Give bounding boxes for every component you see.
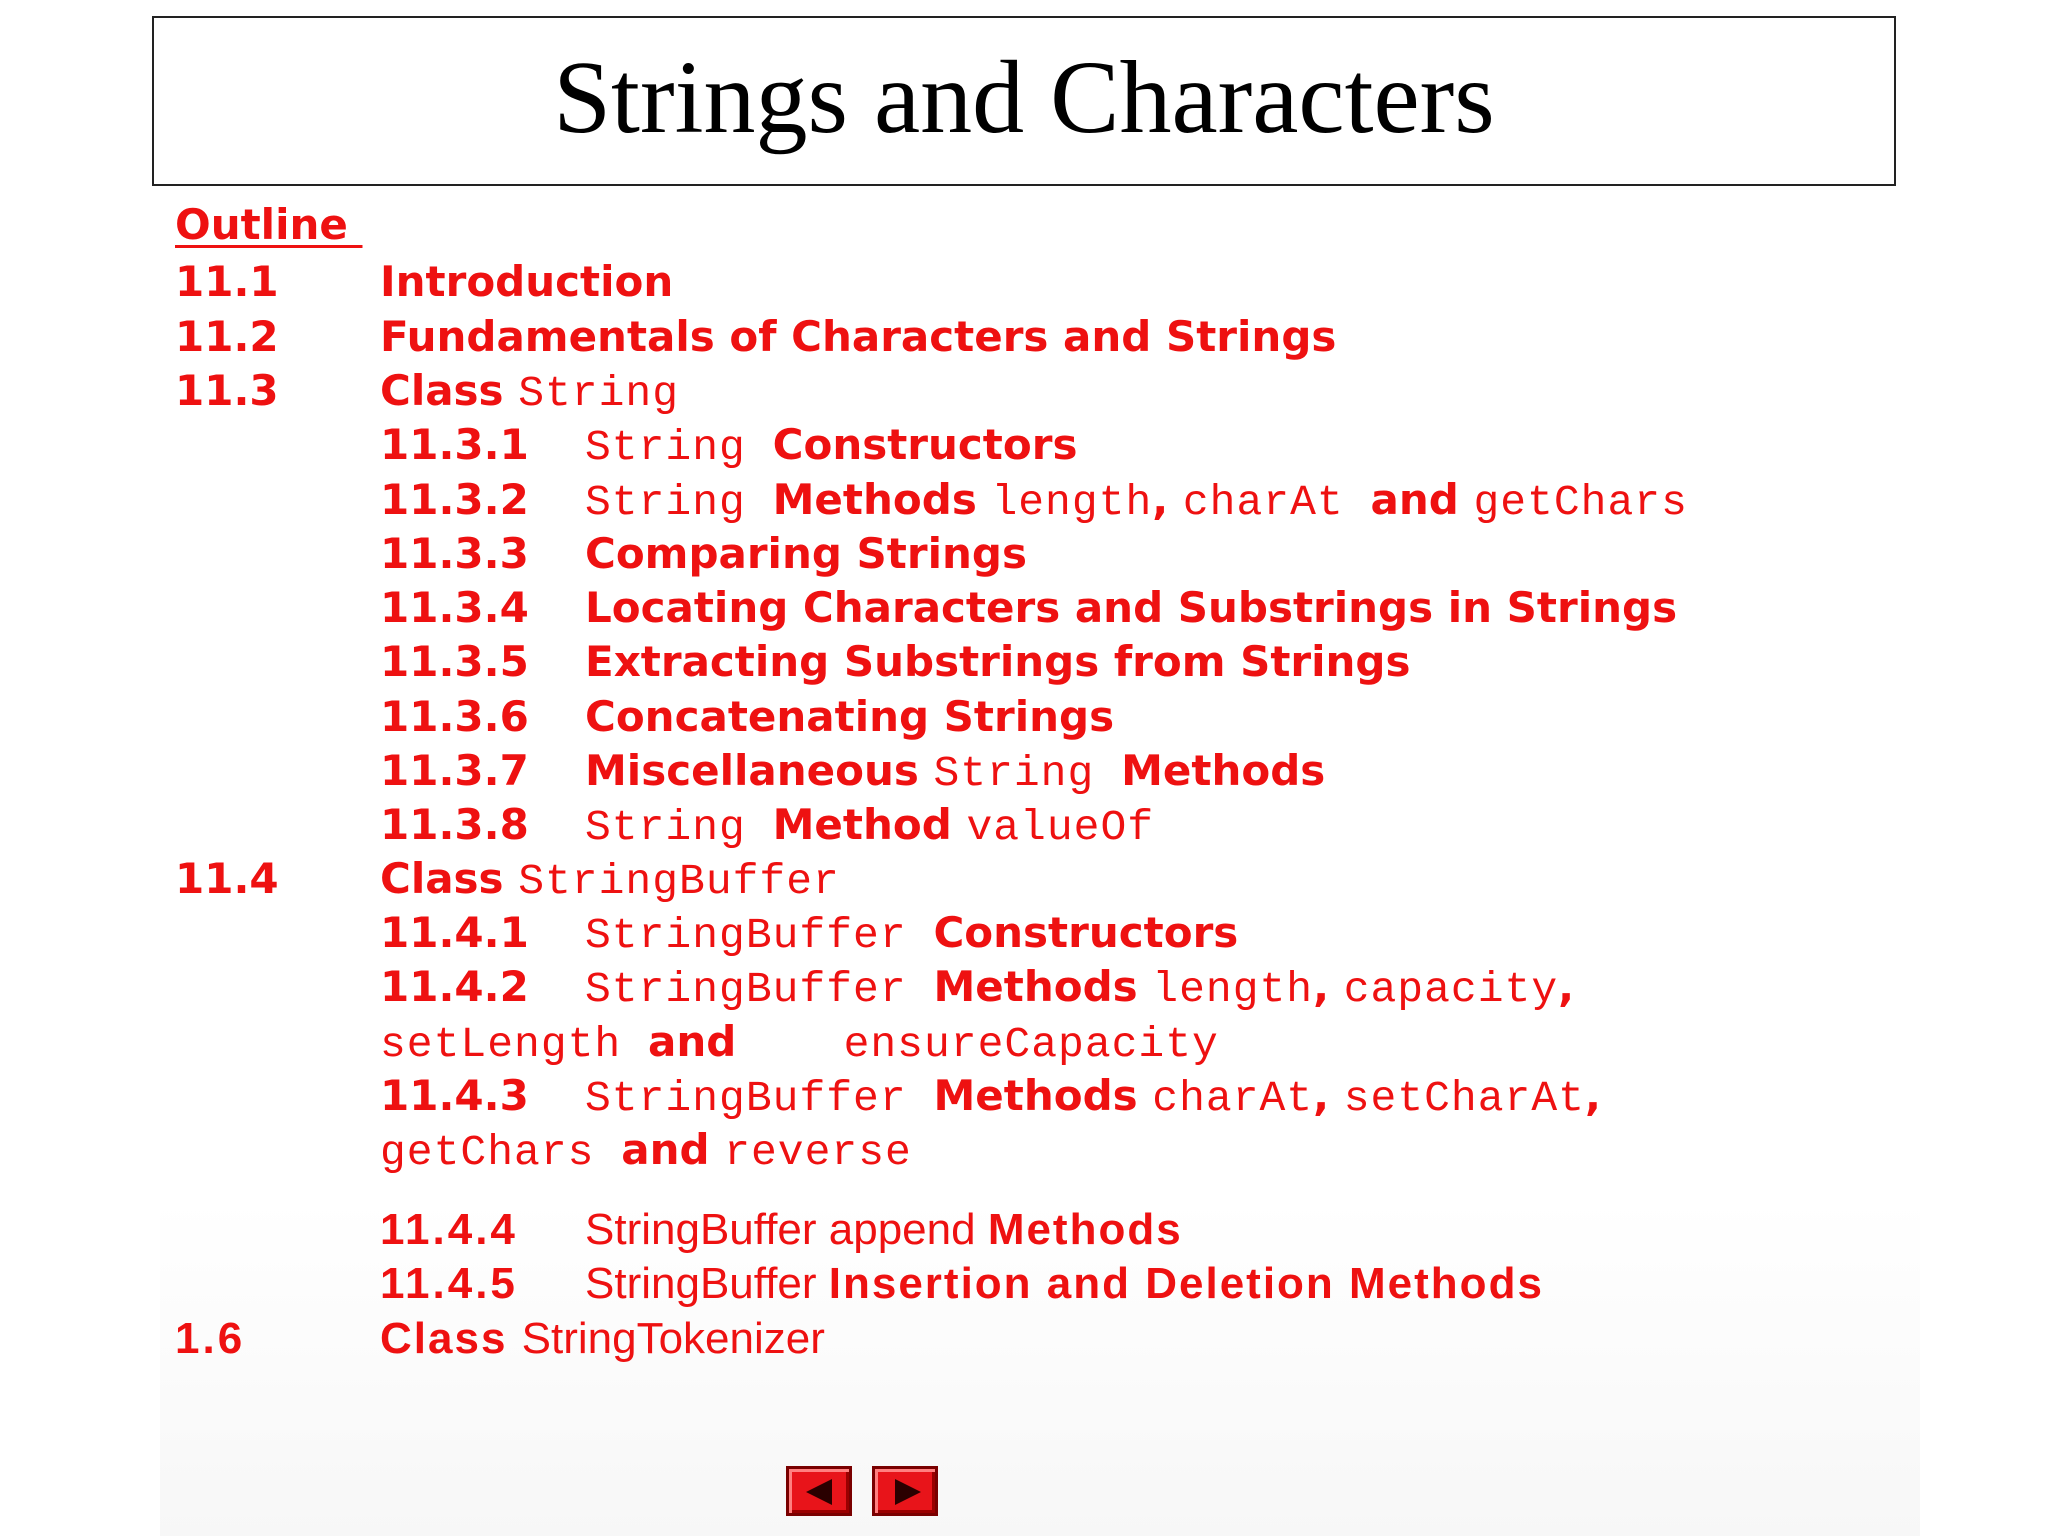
title-fragment: StringBuffer append — [585, 1205, 988, 1254]
section-number: 11.1 — [175, 257, 279, 306]
title-fragment: Class — [380, 366, 519, 415]
title-fragment: setCharAt — [1343, 1074, 1585, 1123]
outline-heading: Outline — [175, 200, 363, 249]
title-fragment: StringBuffer — [585, 1259, 829, 1308]
title-fragment: Methods — [987, 1205, 1183, 1254]
section-title — [585, 690, 1114, 744]
title-fragment: String — [933, 749, 1122, 798]
section-number: 11.4 — [175, 854, 279, 903]
title-fragment: Methods — [933, 1071, 1153, 1120]
title-fragment: Locating Characters and Substrings in Strings — [585, 583, 1678, 632]
section-number: 11.3.4 — [380, 583, 529, 632]
section-number: 1.6 — [175, 1314, 246, 1363]
title-fragment: String — [585, 803, 773, 852]
title-fragment: Comparing Strings — [585, 529, 1027, 578]
title-fragment: Constructors — [772, 420, 1078, 469]
title-fragment: Concatenating Strings — [585, 692, 1115, 741]
title-fragment: and — [648, 1017, 737, 1066]
section-number: 11.3 — [175, 366, 279, 415]
section-number: 11.4.1 — [380, 908, 529, 957]
title-fragment: Methods — [933, 962, 1153, 1011]
section-title — [380, 1123, 912, 1180]
section-number: 11.4.2 — [380, 962, 529, 1011]
section-title — [380, 1312, 825, 1366]
section-title — [380, 364, 679, 421]
title-fragment: Constructors — [933, 908, 1239, 957]
section-number: 11.3.8 — [380, 800, 529, 849]
section-number: 11.4.4 — [380, 1205, 518, 1254]
title-fragment: Fundamentals of Characters and Strings — [380, 312, 1337, 361]
section-title — [585, 1203, 1183, 1257]
section-title — [585, 960, 1574, 1017]
title-fragment: StringBuffer — [585, 911, 934, 960]
section-title — [585, 906, 1238, 963]
section-title — [380, 1015, 1219, 1072]
section-number: 11.3.3 — [380, 529, 529, 578]
title-fragment: , — [1313, 1071, 1344, 1120]
title-fragment: , — [1152, 475, 1183, 524]
title-box — [152, 16, 1896, 186]
title-fragment: getChars — [1473, 478, 1688, 527]
left-arrow-icon — [806, 1479, 832, 1505]
title-fragment: Miscellaneous — [585, 746, 934, 795]
section-title — [585, 1069, 1601, 1126]
section-number: 11.3.2 — [380, 475, 529, 524]
title-fragment: Introduction — [380, 257, 674, 306]
title-fragment: String — [585, 478, 773, 527]
section-title — [585, 744, 1325, 801]
title-fragment: Method — [772, 800, 967, 849]
section-title — [585, 635, 1410, 689]
section-number: 11.4.3 — [380, 1071, 529, 1120]
section-title — [585, 581, 1677, 635]
title-fragment: String — [585, 423, 773, 472]
title-fragment: getChars — [380, 1128, 622, 1177]
title-fragment: , — [1584, 1071, 1601, 1120]
section-title — [585, 418, 1077, 475]
section-number: 11.3.1 — [380, 420, 529, 469]
section-title — [380, 310, 1336, 364]
section-number: 11.3.6 — [380, 692, 529, 741]
title-fragment: length — [991, 478, 1153, 527]
title-fragment: String — [518, 369, 680, 418]
title-fragment: charAt — [1182, 478, 1371, 527]
title-fragment: valueOf — [966, 803, 1155, 852]
title-fragment: Extracting Substrings from Strings — [585, 637, 1411, 686]
section-title — [585, 473, 1688, 530]
title-fragment: StringBuffer — [585, 965, 934, 1014]
section-title — [380, 852, 840, 909]
title-fragment: length — [1152, 965, 1314, 1014]
previous-slide-button[interactable] — [786, 1466, 852, 1516]
section-title — [585, 527, 1027, 581]
section-number: 11.3.5 — [380, 637, 529, 686]
title-fragment: and — [621, 1125, 725, 1174]
section-number: 11.3.7 — [380, 746, 529, 795]
title-fragment: StringBuffer — [585, 1074, 934, 1123]
title-fragment: Class — [380, 1314, 522, 1363]
section-title — [585, 1257, 1544, 1311]
slide-title: Strings and Characters — [553, 40, 1495, 155]
next-slide-button[interactable] — [872, 1466, 938, 1516]
title-fragment: setLength — [380, 1020, 649, 1069]
section-number: 11.4.5 — [380, 1259, 518, 1308]
section-title — [380, 255, 673, 309]
title-fragment: , — [1558, 962, 1575, 1011]
title-fragment: Methods — [772, 475, 992, 524]
title-fragment: and — [1370, 475, 1474, 524]
title-fragment: ensureCapacity — [736, 1020, 1219, 1069]
title-fragment: Insertion and Deletion Methods — [828, 1259, 1544, 1308]
title-fragment: Class — [380, 854, 519, 903]
section-title — [585, 798, 1154, 855]
right-arrow-icon — [895, 1479, 921, 1505]
title-fragment: StringBuffer — [518, 857, 840, 906]
title-fragment: charAt — [1152, 1074, 1314, 1123]
title-fragment: , — [1313, 962, 1344, 1011]
title-fragment: capacity — [1343, 965, 1559, 1014]
section-number: 11.2 — [175, 312, 279, 361]
title-fragment: reverse — [724, 1128, 912, 1177]
title-fragment: Methods — [1121, 746, 1326, 795]
title-fragment: StringTokenizer — [521, 1314, 825, 1363]
